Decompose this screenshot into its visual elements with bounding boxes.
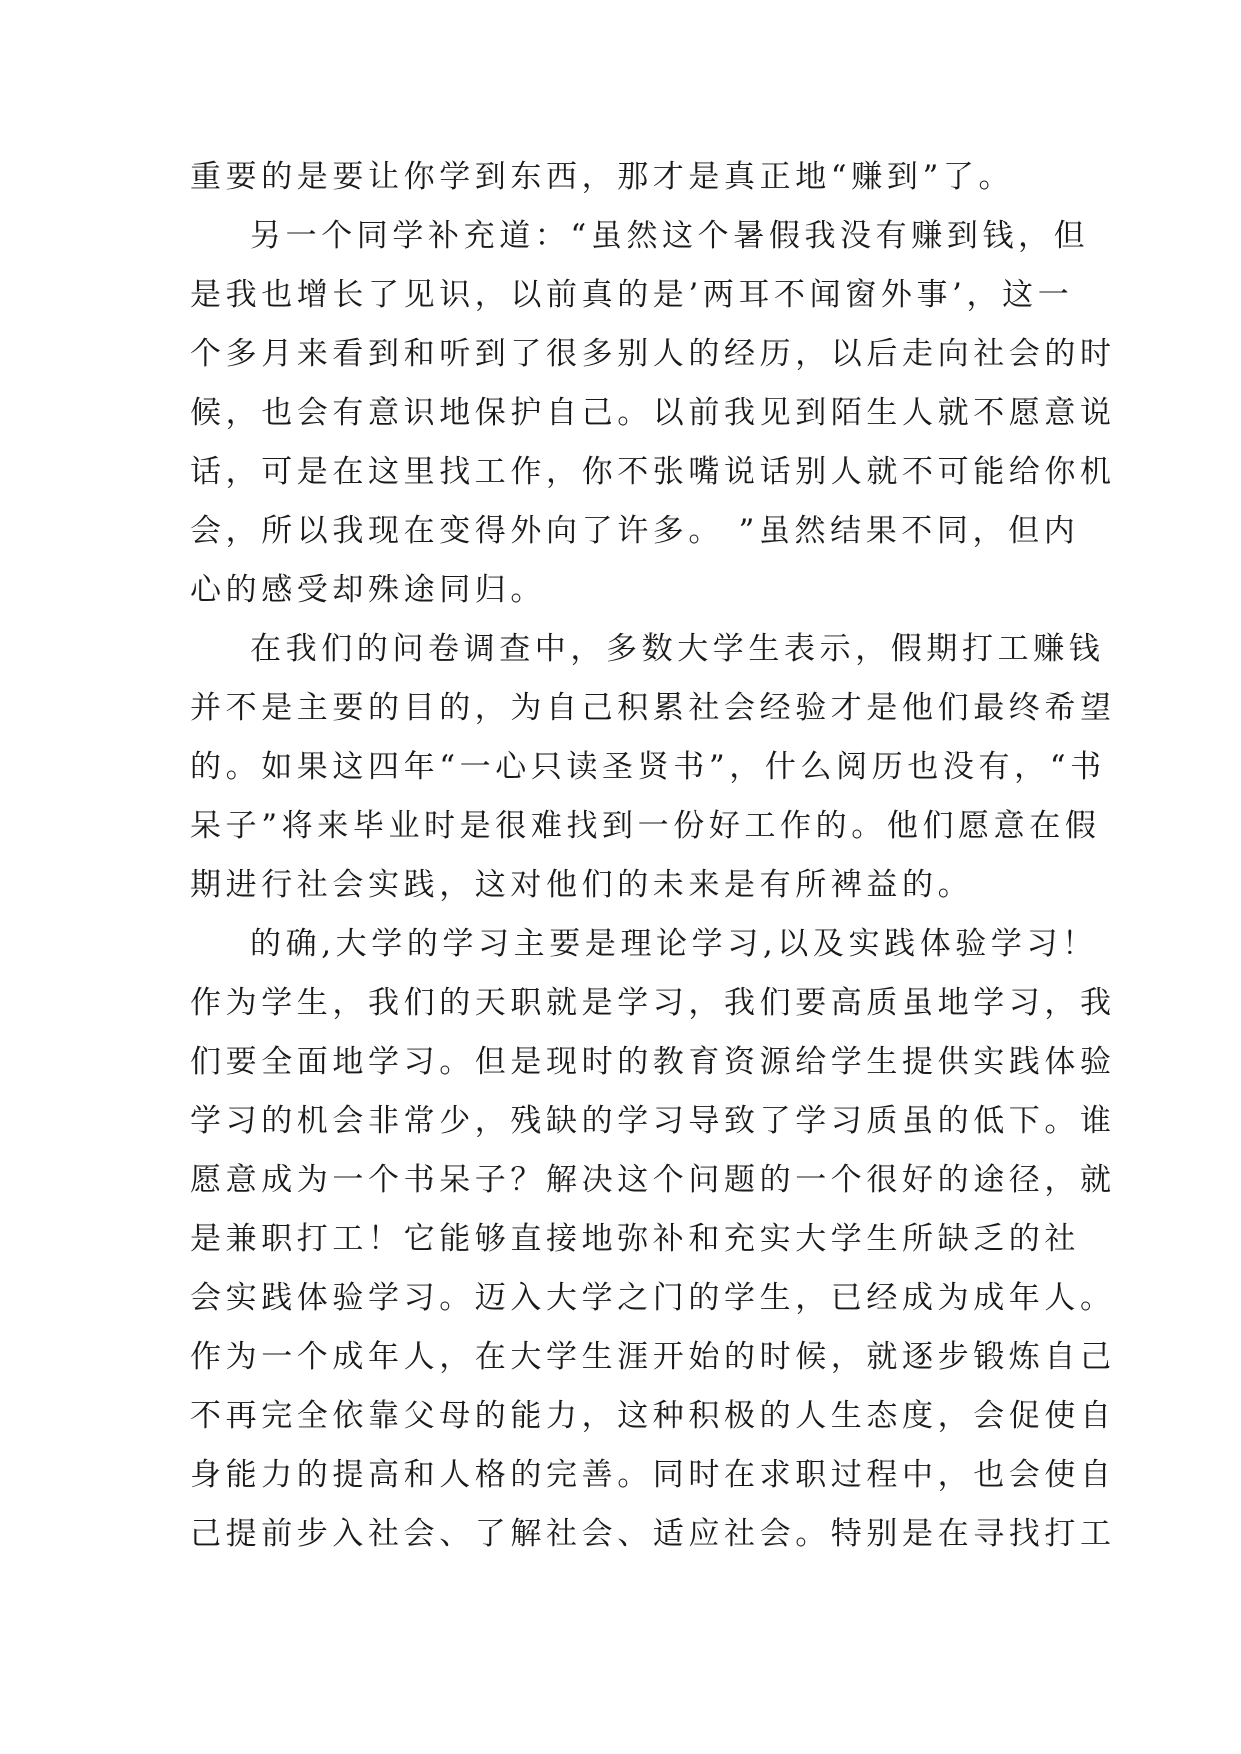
text-line: 身能力的提高和人格的完善。同时在求职过程中，也会使自	[190, 1457, 1116, 1493]
text-line: 们要全面地学习。但是现时的教育资源给学生提供实践体验	[190, 1044, 1116, 1080]
text-line: 另一个同学补充道：“虽然这个暑假我没有赚到钱，但	[250, 218, 1090, 254]
text-line: 并不是主要的目的，为自己积累社会经验才是他们最终希望	[190, 690, 1116, 726]
text-line: 愿意成为一个书呆子？解决这个问题的一个很好的途径，就	[190, 1162, 1116, 1198]
text-line: 作为学生，我们的天职就是学习，我们要高质虽地学习，我	[190, 985, 1116, 1021]
text-line: 是我也增长了见识，以前真的是’两耳不闻窗外事’，这一	[190, 277, 1074, 313]
text-line: 个多月来看到和听到了很多别人的经历，以后走向社会的时	[190, 336, 1116, 372]
text-line: 的确,大学的学习主要是理论学习,以及实践体验学习！	[250, 926, 1098, 962]
text-line: 的。如果这四年“一心只读圣贤书”，什么阅历也没有，“书	[190, 749, 1106, 785]
text-line: 在我们的问卷调查中，多数大学生表示，假期打工赚钱	[250, 631, 1105, 667]
text-line: 重要的是要让你学到东西，那才是真正地“赚到”了。	[190, 159, 1015, 195]
text-line: 心的感受却殊途同归。	[190, 572, 546, 608]
body-text	[190, 148, 1116, 1564]
text-line: 话，可是在这里找工作，你不张嘴说话别人就不可能给你机	[190, 454, 1116, 490]
text-line: 学习的机会非常少，残缺的学习导致了学习质虽的低下。谁	[190, 1103, 1116, 1139]
text-line: 不再完全依靠父母的能力，这种积极的人生态度，会促使自	[190, 1398, 1116, 1434]
text-line: 呆子”将来毕业时是很难找到一份好工作的。他们愿意在假	[190, 808, 1101, 844]
text-line: 作为一个成年人，在大学生涯开始的时候，就逐步锻炼自己	[190, 1339, 1116, 1375]
text-line: 候，也会有意识地保护自己。以前我见到陌生人就不愿意说	[190, 395, 1116, 431]
text-line: 是兼职打工！它能够直接地弥补和充实大学生所缺乏的社	[190, 1221, 1080, 1257]
text-line: 会实践体验学习。迈入大学之门的学生，已经成为成年人。	[190, 1280, 1116, 1316]
text-line: 己提前步入社会、了解社会、适应社会。特别是在寻找打工	[190, 1516, 1116, 1552]
text-line: 会，所以我现在变得外向了许多。 ”虽然结果不同，但内	[190, 513, 1080, 549]
text-line: 期进行社会实践，这对他们的未来是有所裨益的。	[190, 867, 974, 903]
